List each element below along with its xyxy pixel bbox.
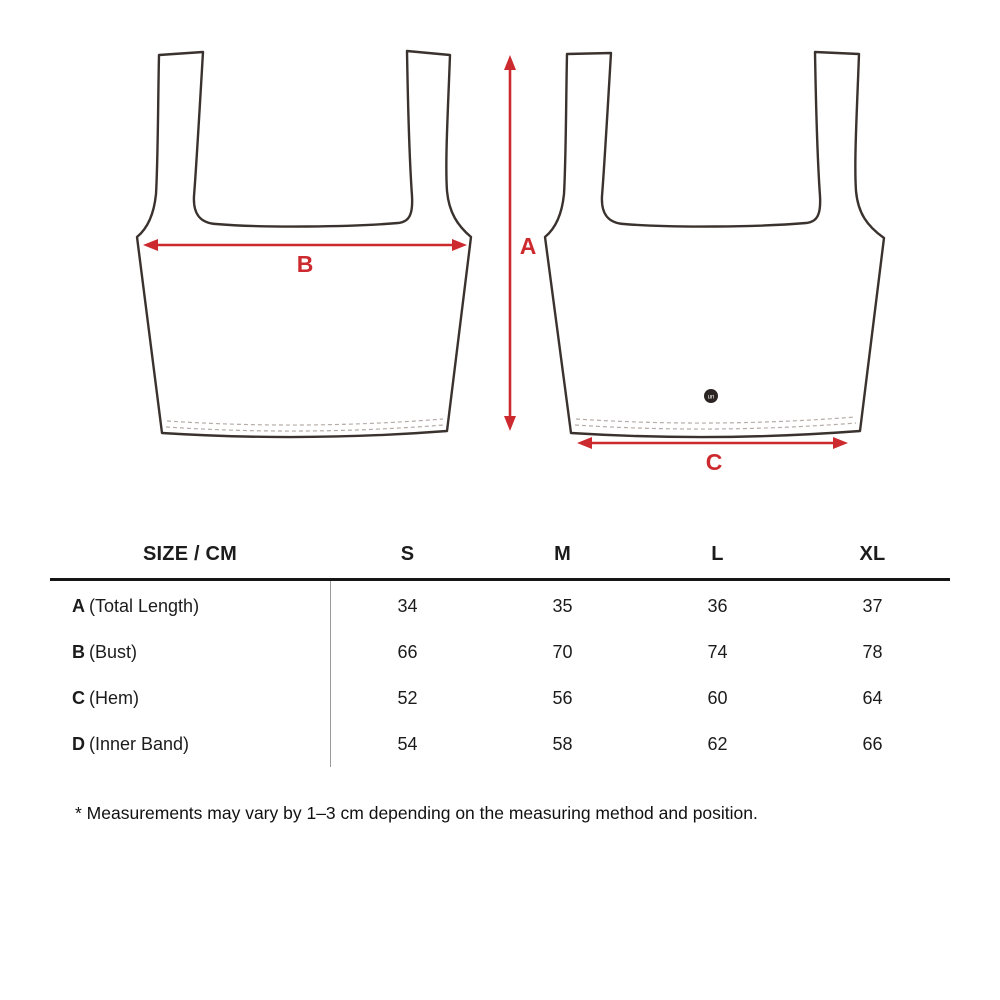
row-label xyxy=(50,596,330,617)
garment-back-outline xyxy=(545,52,884,437)
table-row-inner-band xyxy=(50,721,950,767)
cell-value: 56 xyxy=(552,687,573,708)
row-desc: (Inner Band) xyxy=(89,733,190,754)
row-label xyxy=(50,734,330,755)
header-cell-l: L xyxy=(711,542,724,565)
header-cell-size-cm: SIZE / CM xyxy=(142,542,238,565)
row-letter: D xyxy=(72,733,85,754)
row-desc: (Hem) xyxy=(89,687,139,708)
cell-value: 60 xyxy=(707,687,728,708)
row-desc: (Bust) xyxy=(89,641,138,662)
size-table xyxy=(50,530,950,767)
size-table-body xyxy=(50,581,950,767)
header-cell-s: S xyxy=(400,542,415,565)
table-row-bust xyxy=(50,629,950,675)
measure-label-a: A xyxy=(519,233,537,259)
table-row-total-length xyxy=(50,583,950,629)
row-label xyxy=(50,688,330,709)
cell-value: 34 xyxy=(397,595,418,616)
size-table-header-row xyxy=(50,530,950,581)
table-column-divider xyxy=(330,581,331,767)
measurement-disclaimer: * Measurements may vary by 1–3 cm depending on the measuring method and position. xyxy=(75,803,758,823)
row-letter: A xyxy=(72,595,85,616)
table-row-hem xyxy=(50,675,950,721)
cell-value: 64 xyxy=(862,687,883,708)
header-cell-xl: XL xyxy=(859,542,886,565)
cell-value: 74 xyxy=(707,641,728,662)
cell-value: 70 xyxy=(552,641,573,662)
cell-value: 35 xyxy=(552,595,573,616)
row-letter: B xyxy=(72,641,85,662)
row-desc: (Total Length) xyxy=(89,595,200,616)
cell-value: 37 xyxy=(862,595,883,616)
measure-arrow-c xyxy=(577,437,848,449)
header-cell-m: M xyxy=(554,542,571,565)
cell-value: 54 xyxy=(397,733,418,754)
cell-value: 52 xyxy=(397,687,418,708)
brand-tag-text: un xyxy=(707,394,715,401)
measure-label-c: C xyxy=(705,449,723,475)
row-letter: C xyxy=(72,687,85,708)
measure-arrow-a xyxy=(504,55,516,431)
measure-label-b: B xyxy=(296,251,314,277)
row-label xyxy=(50,642,330,663)
cell-value: 58 xyxy=(552,733,573,754)
cell-value: 66 xyxy=(862,733,883,754)
cell-value: 78 xyxy=(862,641,883,662)
cell-value: 66 xyxy=(397,641,418,662)
cell-value: 62 xyxy=(707,733,728,754)
cell-value: 36 xyxy=(707,595,728,616)
